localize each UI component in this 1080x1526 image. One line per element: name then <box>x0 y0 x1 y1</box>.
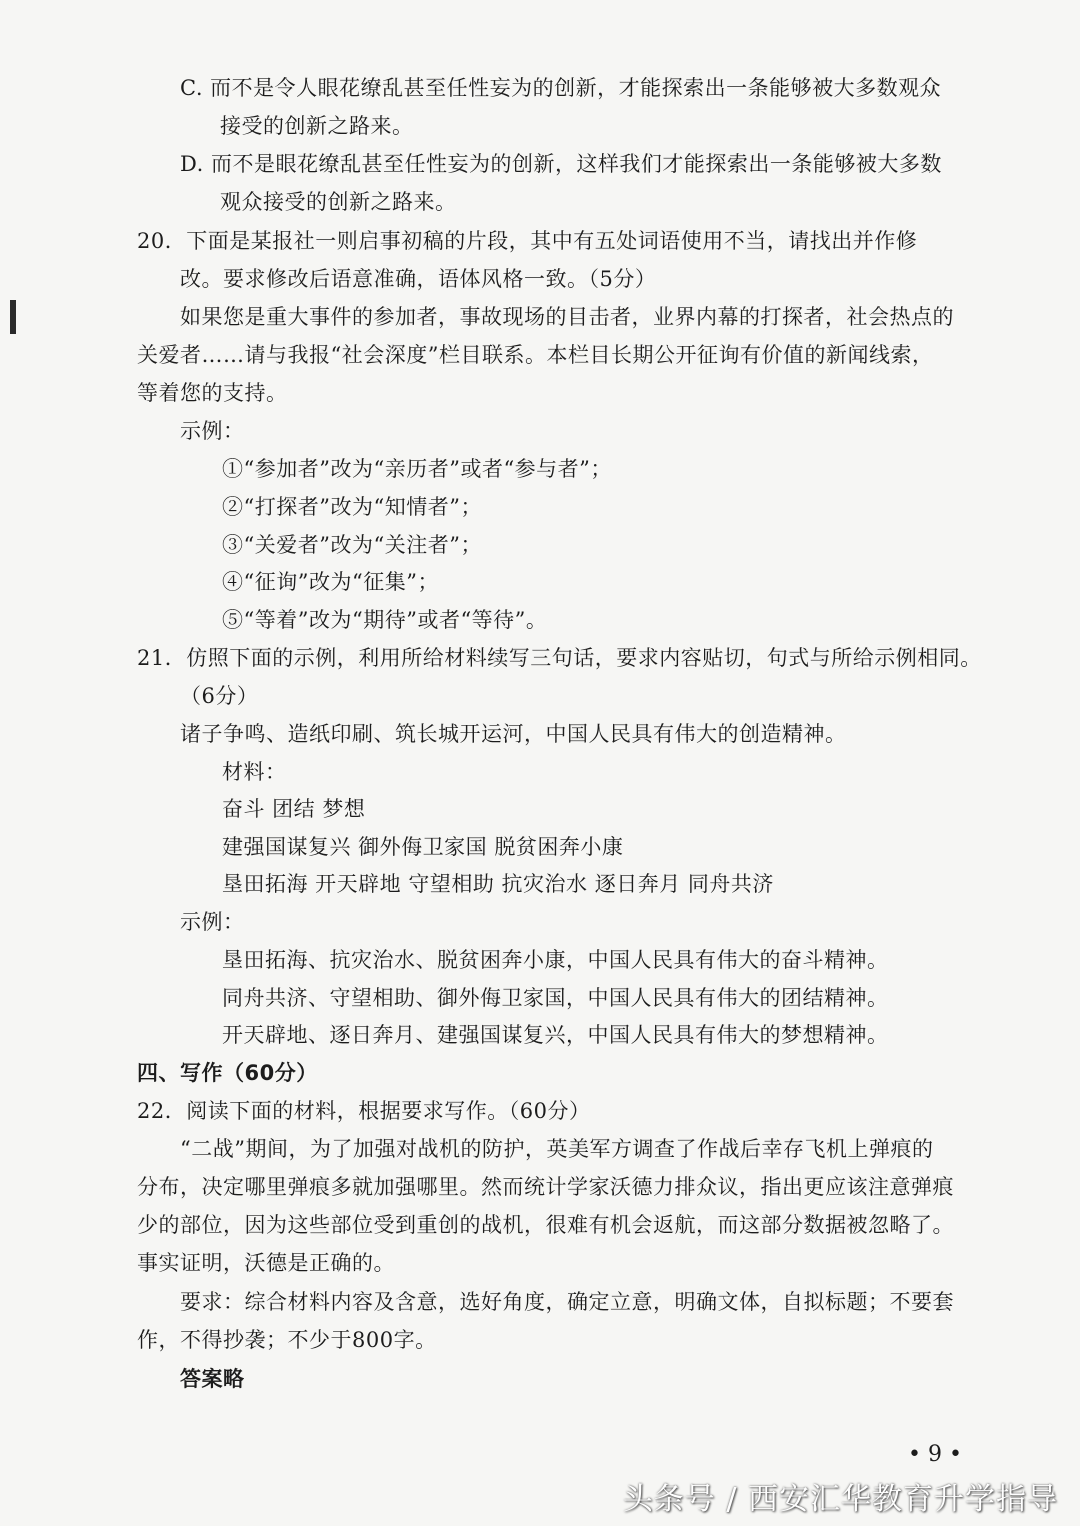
option-c-line-1: C. 而不是令人眼花缭乱甚至任性妄为的创新，才能探索出一条能够被大多数观众 <box>180 76 942 100</box>
q22-answer: 答案略 <box>180 1367 245 1391</box>
q21-example-1: 垦田拓海、抗灾治水、脱贫困奔小康，中国人民具有伟大的奋斗精神。 <box>222 948 889 972</box>
section-writing-heading: 四、写作（60分） <box>137 1061 318 1085</box>
q21-example-2: 同舟共济、守望相助、御外侮卫家国，中国人民具有伟大的团结精神。 <box>222 986 889 1010</box>
q20-passage-line-3: 等着您的支持。 <box>137 381 288 405</box>
option-d-line-2: 观众接受的创新之路来。 <box>220 190 457 214</box>
q20-example-1: ①“参加者”改为“亲历者”或者“参与者”； <box>222 457 612 481</box>
q20-question-line-1: 20．下面是某报社一则启事初稿的片段，其中有五处词语使用不当，请找出并作修 <box>137 229 918 253</box>
page-number: • 9 • <box>908 1442 962 1467</box>
q20-example-3: ③“关爱者”改为“关注者”； <box>222 533 482 557</box>
q21-material-1: 奋斗 团结 梦想 <box>222 797 366 821</box>
q22-requirements-line-1: 要求：综合材料内容及含意，选好角度，确定立意，明确文体，自拟标题；不要套 <box>180 1290 954 1314</box>
q21-material-2: 建强国谋复兴 御外侮卫家国 脱贫困奔小康 <box>222 835 624 859</box>
q22-material-line-4: 事实证明，沃德是正确的。 <box>137 1251 395 1275</box>
q22-requirements-line-2: 作，不得抄袭；不少于800字。 <box>137 1328 437 1352</box>
q21-sample-sentence: 诸子争鸣、造纸印刷、筑长城开运河，中国人民具有伟大的创造精神。 <box>180 722 847 746</box>
q20-example-label: 示例： <box>180 419 245 443</box>
q22-material-line-1: “二战”期间，为了加强对战机的防护，英美军方调查了作战后幸存飞机上弹痕的 <box>180 1137 934 1161</box>
q22-material-line-2: 分布，决定哪里弹痕多就加强哪里。然而统计学家沃德力排众议，指出更应该注意弹痕 <box>137 1175 954 1199</box>
q21-question-line-2: （6分） <box>180 684 259 708</box>
option-d-line-1: D. 而不是眼花缭乱甚至任性妄为的创新，这样我们才能探索出一条能够被大多数 <box>180 152 942 176</box>
q20-passage-line-2: 关爱者……请与我报“社会深度”栏目联系。本栏目长期公开征询有价值的新闻线索， <box>137 343 934 367</box>
q20-example-5: ⑤“等着”改为“期待”或者“等待”。 <box>222 608 548 632</box>
q20-question-line-2: 改。要求修改后语意准确，语体风格一致。（5分） <box>180 267 657 291</box>
q21-example-label: 示例： <box>180 910 245 934</box>
margin-mark <box>10 300 16 334</box>
watermark: 头条号 / 西安汇华教育升学指导 <box>622 1482 1058 1517</box>
q20-passage-line-1: 如果您是重大事件的参加者，事故现场的目击者，业界内幕的打探者，社会热点的 <box>180 305 954 329</box>
q21-material-label: 材料： <box>222 760 287 784</box>
option-c-line-2: 接受的创新之路来。 <box>220 114 414 138</box>
q21-example-3: 开天辟地、逐日奔月、建强国谋复兴，中国人民具有伟大的梦想精神。 <box>222 1023 889 1047</box>
q20-example-2: ②“打探者”改为“知情者”； <box>222 495 482 519</box>
q21-material-3: 垦田拓海 开天辟地 守望相助 抗灾治水 逐日奔月 同舟共济 <box>222 872 774 896</box>
q20-example-4: ④“征询”改为“征集”； <box>222 570 439 594</box>
q22-question: 22．阅读下面的材料，根据要求写作。（60分） <box>137 1099 591 1123</box>
q22-material-line-3: 少的部位，因为这些部位受到重创的战机，很难有机会返航，而这部分数据被忽略了。 <box>137 1213 954 1237</box>
q21-question-line-1: 21．仿照下面的示例，利用所给材料续写三句话，要求内容贴切，句式与所给示例相同。 <box>137 646 982 670</box>
